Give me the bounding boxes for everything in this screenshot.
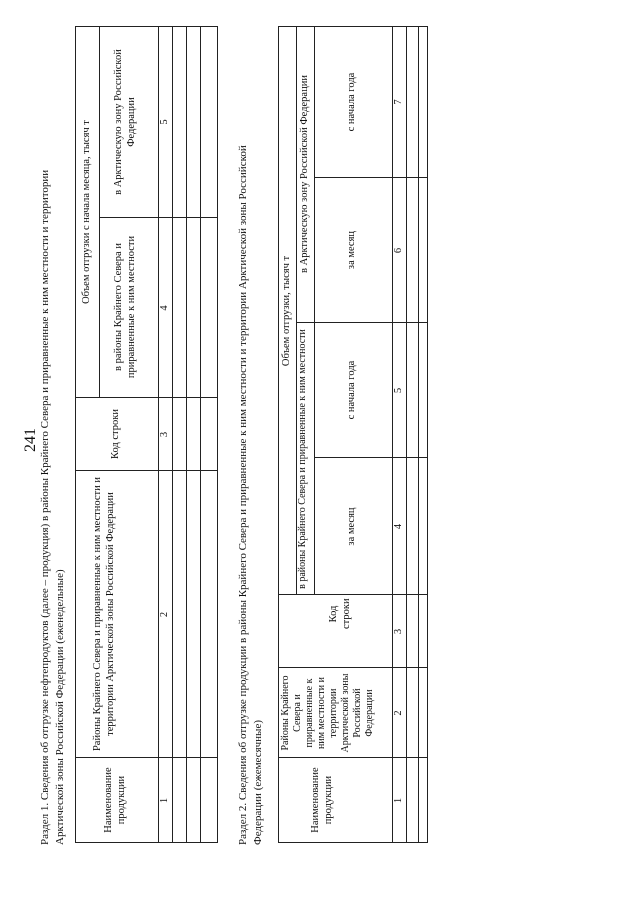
s2-header-year-to-date-arctic: с начала года xyxy=(346,72,357,132)
s1-header-product-name: Наименование продукции xyxy=(103,767,127,833)
s1-col-number: 5 xyxy=(159,119,170,125)
section1-table xyxy=(75,26,218,843)
s1-header-volume: Объем отгрузки с начала месяца, тысяч т xyxy=(81,120,92,304)
s2-col-number: 7 xyxy=(393,99,404,105)
s2-header-year-to-date: с начала года xyxy=(346,360,357,420)
section2-title-line2: Федерации (ежемесячные) xyxy=(252,720,264,845)
section1-title-line2: Арктической зоны Российской Федерации (еженедельные) xyxy=(54,569,66,845)
s2-header-product-name: Наименование продукции xyxy=(310,767,334,833)
s2-header-per-month-arctic: за месяц xyxy=(346,230,357,270)
s1-header-to-arctic: в Арктическую зону Российской Федерации xyxy=(113,49,137,195)
s2-header-per-month: за месяц xyxy=(346,507,357,546)
s1-col-number: 3 xyxy=(159,431,170,438)
s1-col-number: 2 xyxy=(159,611,170,618)
s2-header-to-arctic: в Арктическую зону Российской Федерации xyxy=(299,75,310,273)
s2-col-number: 6 xyxy=(393,247,404,254)
s2-header-to-north: в районы Крайнего Севера и приравненные к ним местности xyxy=(297,329,308,589)
s2-col-number: 5 xyxy=(393,387,404,394)
s1-header-row-code: Код строки xyxy=(110,409,121,459)
s1-col-number: 4 xyxy=(159,305,170,311)
s1-header-regions: Районы Крайнего Севера и приравненные к ним местности и территории Арктической зоны Российской Федерации xyxy=(92,476,116,752)
s2-header-row-code: Код строки xyxy=(328,598,352,629)
s2-col-number: 4 xyxy=(393,523,404,530)
s2-header-volume: Объем отгрузки, тысяч т xyxy=(281,255,292,367)
s2-col-number: 2 xyxy=(393,710,404,716)
s2-header-regions: Районы Крайнего Севера и приравненные к ним местности и территории Арктической зоны Российской Федерации xyxy=(280,673,375,753)
section1-title-line1: Раздел 1. Сведения об отгрузке нефтепродуктов (далее – продукция) в районы Крайнего Севера и приравненные к ним местности и территории xyxy=(39,169,51,845)
section2-title-line1: Раздел 2. Сведения об отгрузке продукции в районы Крайнего Севера и приравненные к ним местности и территории Арктической зоны Российской xyxy=(237,145,249,845)
page-number: 241 xyxy=(22,428,39,452)
s2-col-number: 3 xyxy=(393,628,404,635)
s2-col-number: 1 xyxy=(393,797,404,804)
s1-col-number: 1 xyxy=(159,797,170,804)
section2-table xyxy=(278,26,428,843)
s1-header-to-north: в районы Крайнего Севера и приравненные к ним местности xyxy=(113,235,137,379)
